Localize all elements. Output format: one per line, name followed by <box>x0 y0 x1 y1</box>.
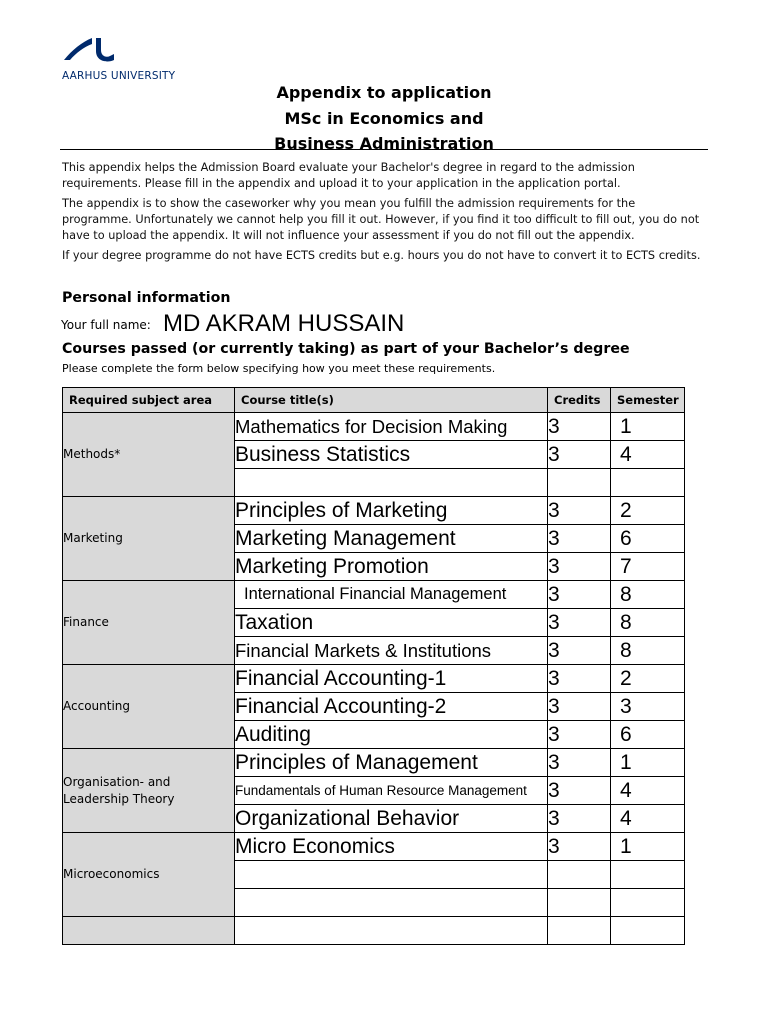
course-title-cell[interactable]: Mathematics for Decision Making <box>235 413 548 441</box>
col-header-semester: Semester <box>611 388 685 413</box>
semester-cell[interactable]: 4 <box>611 777 685 805</box>
credits-cell[interactable]: 3 <box>548 413 611 441</box>
credits-cell[interactable]: 3 <box>548 693 611 721</box>
credits-cell[interactable] <box>548 469 611 497</box>
credits-cell[interactable]: 3 <box>548 441 611 469</box>
semester-cell[interactable]: 1 <box>611 833 685 861</box>
semester-cell[interactable] <box>611 917 685 945</box>
col-header-subject: Required subject area <box>63 388 235 413</box>
course-title-cell[interactable]: International Financial Management <box>235 581 548 609</box>
subject-methods: Methods* <box>63 413 235 497</box>
course-title-cell[interactable]: Marketing Management <box>235 525 548 553</box>
semester-cell[interactable]: 6 <box>611 721 685 749</box>
courses-table <box>62 387 685 945</box>
semester-cell[interactable]: 1 <box>611 749 685 777</box>
table-row <box>63 665 685 693</box>
semester-cell[interactable] <box>611 861 685 889</box>
semester-cell[interactable]: 2 <box>611 497 685 525</box>
semester-cell[interactable]: 3 <box>611 693 685 721</box>
col-header-title: Course title(s) <box>235 388 548 413</box>
credits-cell[interactable] <box>548 889 611 917</box>
subject-organisation <box>63 749 235 833</box>
subject-organisation-line-1: Organisation- and <box>63 774 171 789</box>
subject-marketing: Marketing <box>63 497 235 581</box>
semester-cell[interactable]: 1 <box>611 413 685 441</box>
credits-cell[interactable]: 3 <box>548 637 611 665</box>
course-title-cell[interactable]: Taxation <box>235 609 548 637</box>
course-title-cell[interactable]: Financial Markets & Institutions <box>235 637 548 665</box>
credits-cell[interactable]: 3 <box>548 777 611 805</box>
semester-cell[interactable]: 8 <box>611 637 685 665</box>
intro-paragraph-3: If your degree programme do not have ECTS credits but e.g. hours you do not have to convert it to ECTS credits. <box>62 249 701 262</box>
course-title-cell[interactable]: Fundamentals of Human Resource Management <box>235 777 548 805</box>
course-title-cell[interactable]: Financial Accounting-2 <box>235 693 548 721</box>
aarhus-university-logo <box>62 34 182 84</box>
title-line-1: Appendix to application <box>276 83 492 102</box>
course-title-cell[interactable] <box>235 917 548 945</box>
credits-cell[interactable]: 3 <box>548 497 611 525</box>
credits-cell[interactable]: 3 <box>548 525 611 553</box>
courses-note: Please complete the form below specifying how you meet these requirements. <box>62 362 496 375</box>
table-row <box>63 833 685 861</box>
course-title-cell[interactable] <box>235 861 548 889</box>
page-title <box>60 80 708 157</box>
title-line-3: Business Administration <box>274 134 494 153</box>
aarhus-logo-icon <box>62 34 122 64</box>
semester-cell[interactable]: 7 <box>611 553 685 581</box>
intro-paragraph-2: The appendix is to show the caseworker why you mean you fulfill the admission requirements for the programme. Unfortunately we cannot help you fill it out. However, if you find it too difficult to fill out, you do not have to upload the appendix. It will not influence your assessment if you do not fill out the appendix. <box>62 197 700 242</box>
table-row <box>63 581 685 609</box>
course-title-cell[interactable]: Principles of Marketing <box>235 497 548 525</box>
course-title-cell[interactable]: Marketing Promotion <box>235 553 548 581</box>
personal-info-heading: Personal information <box>62 290 231 306</box>
semester-cell[interactable]: 6 <box>611 525 685 553</box>
table-row <box>63 749 685 777</box>
full-name-field[interactable]: MD AKRAM HUSSAIN <box>163 310 405 337</box>
credits-cell[interactable]: 3 <box>548 665 611 693</box>
table-row <box>63 413 685 441</box>
title-line-2: MSc in Economics and <box>284 108 484 128</box>
credits-cell[interactable]: 3 <box>548 609 611 637</box>
title-divider <box>60 149 708 150</box>
course-title-cell[interactable]: Micro Economics <box>235 833 548 861</box>
courses-heading: Courses passed (or currently taking) as part of your Bachelor’s degree <box>62 341 630 357</box>
course-title-cell[interactable]: Auditing <box>235 721 548 749</box>
subject-accounting: Accounting <box>63 665 235 749</box>
table-header-row <box>63 388 685 413</box>
credits-cell[interactable]: 3 <box>548 721 611 749</box>
subject-organisation-line-2: Leadership Theory <box>63 791 175 806</box>
semester-cell[interactable] <box>611 469 685 497</box>
subject-blank <box>63 917 235 945</box>
subject-microeconomics: Microeconomics <box>63 833 235 917</box>
course-title-cell[interactable]: Principles of Management <box>235 749 548 777</box>
semester-cell[interactable]: 8 <box>611 581 685 609</box>
full-name-label: Your full name: <box>61 318 151 332</box>
semester-cell[interactable]: 4 <box>611 805 685 833</box>
table-row <box>63 497 685 525</box>
credits-cell[interactable]: 3 <box>548 833 611 861</box>
credits-cell[interactable] <box>548 917 611 945</box>
logo-text: AARHUS UNIVERSITY <box>62 70 176 82</box>
table-row <box>63 917 685 945</box>
course-title-cell[interactable]: Organizational Behavior <box>235 805 548 833</box>
credits-cell[interactable]: 3 <box>548 581 611 609</box>
credits-cell[interactable]: 3 <box>548 553 611 581</box>
semester-cell[interactable]: 8 <box>611 609 685 637</box>
semester-cell[interactable]: 2 <box>611 665 685 693</box>
credits-cell[interactable] <box>548 861 611 889</box>
intro-paragraph-1: This appendix helps the Admission Board evaluate your Bachelor's degree in regard to the admission requirements. Please fill in the appendix and upload it to your application in the application portal. <box>62 161 635 190</box>
semester-cell[interactable] <box>611 889 685 917</box>
course-title-cell[interactable]: Business Statistics <box>235 441 548 469</box>
course-title-cell[interactable]: Financial Accounting-1 <box>235 665 548 693</box>
credits-cell[interactable]: 3 <box>548 749 611 777</box>
col-header-credits: Credits <box>548 388 611 413</box>
course-title-cell[interactable] <box>235 469 548 497</box>
course-title-cell[interactable] <box>235 889 548 917</box>
subject-finance: Finance <box>63 581 235 665</box>
credits-cell[interactable]: 3 <box>548 805 611 833</box>
semester-cell[interactable]: 4 <box>611 441 685 469</box>
